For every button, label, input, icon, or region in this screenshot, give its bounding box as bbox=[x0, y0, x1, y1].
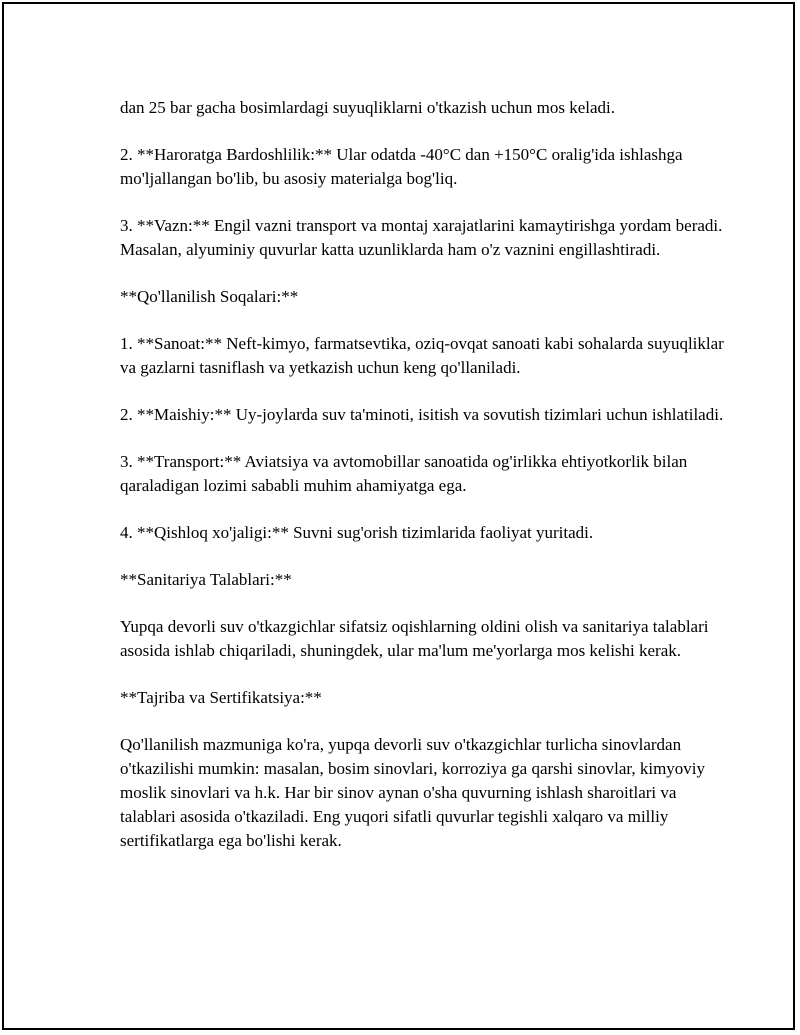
paragraph-industry: 1. **Sanoat:** Neft-kimyo, farmatsevtika, oziq-ovqat sanoati kabi sohalarda suyuqliklar va gazlarni tasniflash va yetkazish uchun keng qo'llaniladi. bbox=[120, 334, 724, 377]
paragraph-agriculture: 4. **Qishloq xo'jaligi:** Suvni sug'orish tizimlarida faoliyat yuritadi. bbox=[120, 523, 594, 542]
paragraph-temperature-resistance: 2. **Haroratga Bardoshlilik:** Ular odatda -40°C dan +150°C oralig'ida ishlashga mo'ljallangan bo'lib, bu asosiy materialga bog'liq. bbox=[120, 145, 683, 188]
document-page bbox=[2, 2, 795, 1030]
paragraph-household: 2. **Maishiy:** Uy-joylarda suv ta'minoti, isitish va sovutish tizimlari uchun ishlatiladi. bbox=[120, 405, 724, 424]
paragraph-pressure-continued: dan 25 bar gacha bosimlardagi suyuqliklarni o'tkazish uchun mos keladi. bbox=[120, 98, 616, 117]
paragraph-weight: 3. **Vazn:** Engil vazni transport va montaj xarajatlarini kamaytirishga yordam beradi. Masalan, alyuminiy quvurlar katta uzunliklarda ham o'z vaznini engillashtiradi. bbox=[120, 216, 723, 259]
paragraph-testing: Qo'llanilish mazmuniga ko'ra, yupqa devorli suv o'tkazgichlar turlicha sinovlardan o'tkazilishi mumkin: masalan, bosim sinovlari, korroziya ga qarshi sinovlar, kimyoviy moslik sinovlari va h.k. Har bir sinov aynan o'sha quvurning ishlash sharoitlari va talablari asosida o'tkaziladi. Eng yuqori sifatli quvurlar tegishli xalqaro va milliy sertifikatlarga ega bo'lishi kerak. bbox=[120, 735, 706, 850]
paragraph-sanitary: Yupqa devorli suv o'tkazgichlar sifatsiz oqishlarning oldini olish va sanitariya talablari asosida ishlab chiqariladi, shuningdek, ular ma'lum me'yorlarga mos kelishi kerak. bbox=[120, 617, 709, 660]
document-body bbox=[120, 96, 730, 876]
heading-application-areas: **Qo'llanilish Soqalari:** bbox=[120, 287, 299, 306]
paragraph-transport: 3. **Transport:** Aviatsiya va avtomobillar sanoatida og'irlikka ehtiyotkorlik bilan qaraladigan lozimi sababli muhim ahamiyatga ega. bbox=[120, 452, 688, 495]
heading-sanitary-requirements: **Sanitariya Talablari:** bbox=[120, 570, 292, 589]
heading-testing-certification: **Tajriba va Sertifikatsiya:** bbox=[120, 688, 322, 707]
